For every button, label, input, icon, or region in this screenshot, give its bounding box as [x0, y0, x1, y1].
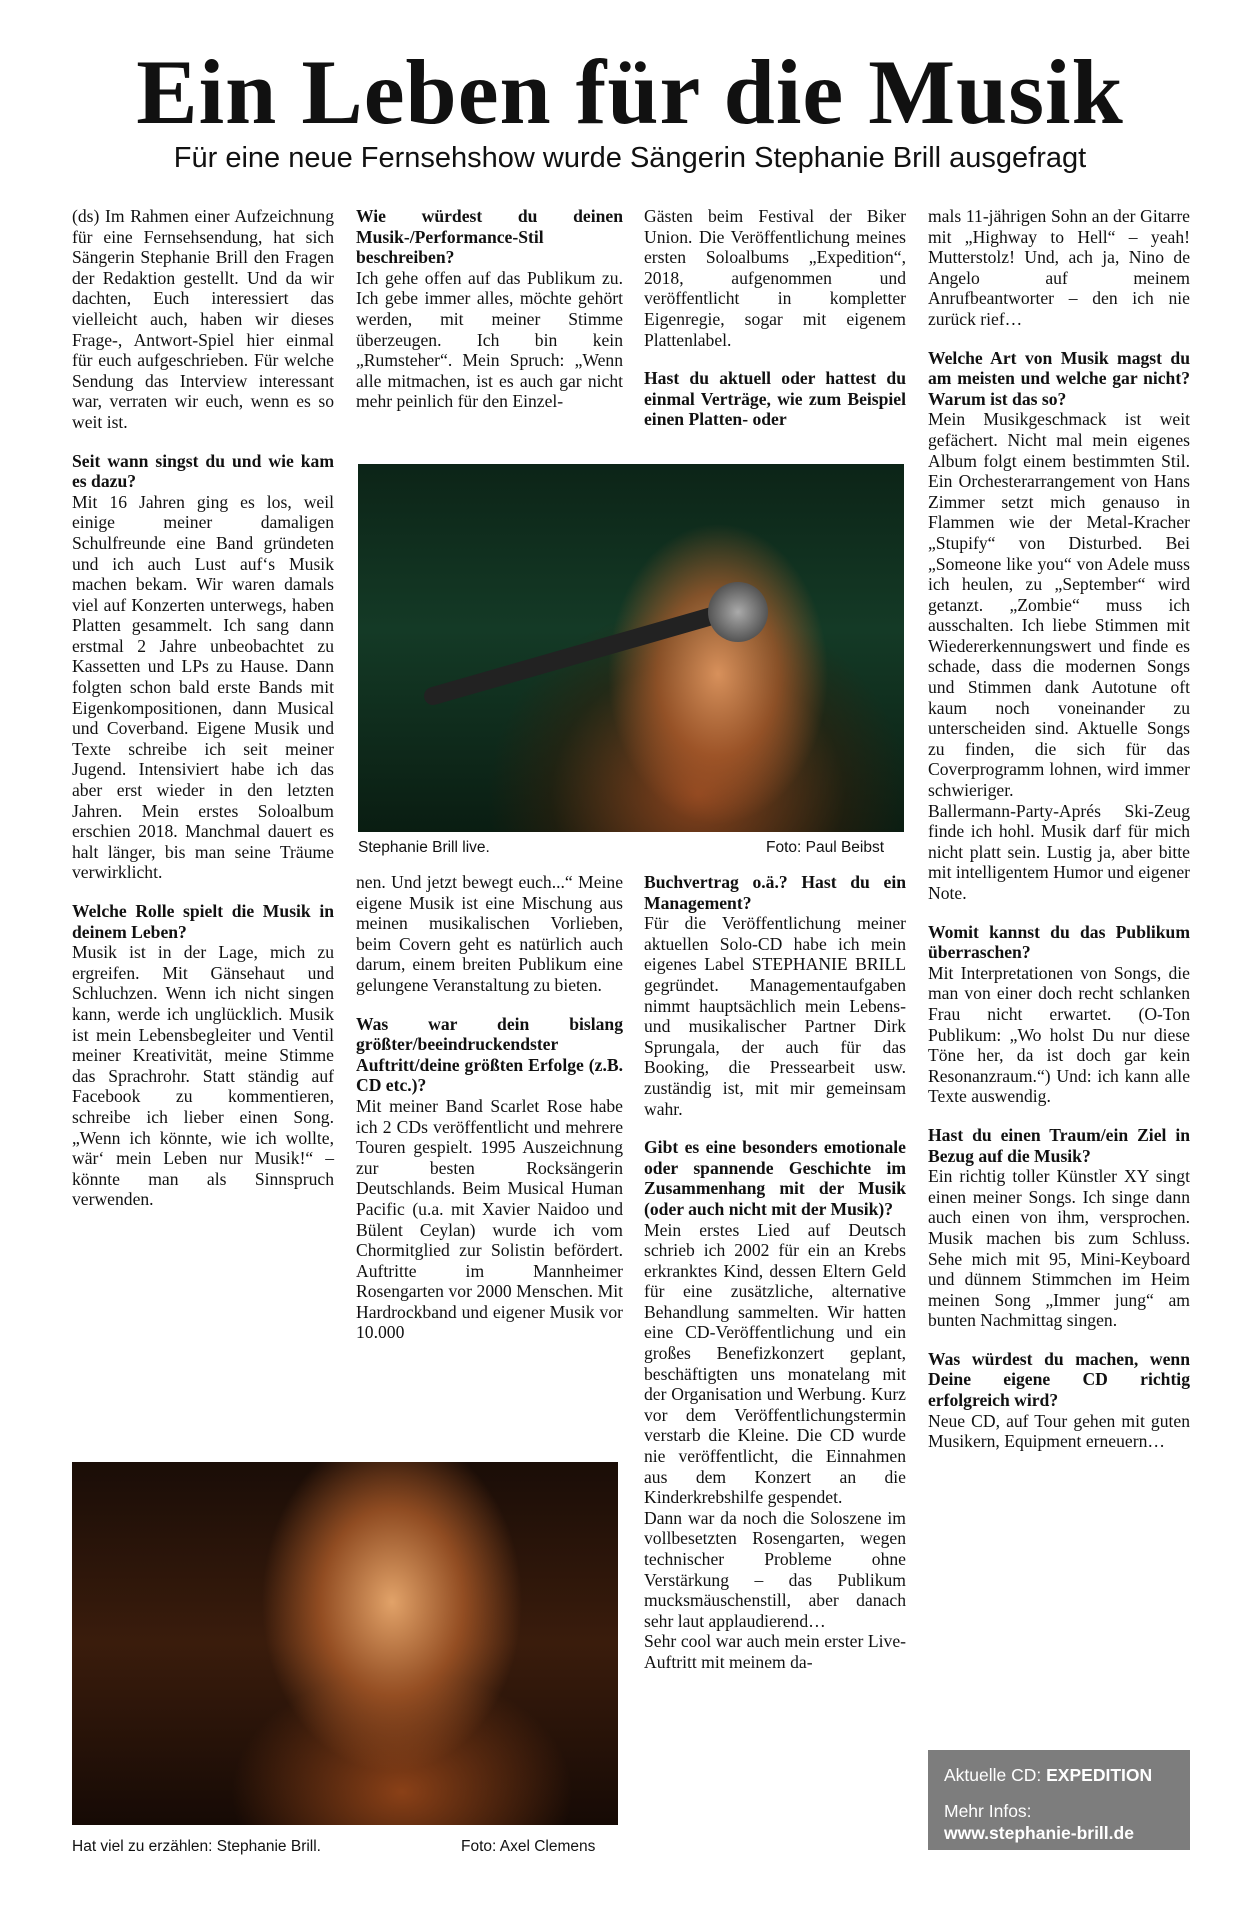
photo-singer-live: [358, 464, 904, 832]
question-style: Wie würdest du deinen Musik-/Performance-Stil beschreiben?: [356, 206, 623, 268]
info-cd-label: Aktuelle CD:: [944, 1765, 1047, 1785]
question-biggest-success: Was war dein bislang größter/beeindruckendster Auftritt/deine größten Erfolge (z.B. CD etc.)?: [356, 1013, 623, 1096]
answer-music-taste-2: Ballermann-Party-Aprés Ski-Zeug finde ich hohl. Musik darf für mich nicht platt sein. Lustig ja, aber bitte mit intelligentem Humor und eigener Note.: [928, 800, 1190, 903]
subheadline: Für eine neue Fernsehshow wurde Sängerin Stephanie Brill ausgefragt: [173, 142, 1087, 174]
info-cd-title: EXPEDITION: [1046, 1765, 1153, 1785]
answer-contracts: Für die Veröffentlichung meiner aktuellen Solo-CD habe ich mein eigenes Label STEPHANIE BRILL gegründet. Managementaufgaben nimmt hauptsächlich mein Lebens- und musikalischer Partner Dirk Sprungala, der auch für das Booking, die Pressearbeit usw. zuständig ist, mit mir gemeinsam wahr.: [644, 913, 906, 1119]
column-3-top: [644, 206, 906, 430]
answer-emotional-story: Mein erstes Lied auf Deutsch schrieb ich 2002 für ein an Krebs erkranktes Kind, dessen Eltern Geld für eine zusätzliche, alternative Behandlung sammelten. Wir hatten eine CD-Veröffentlichung und ein großes Benefizkonzert geplant, beschäftigten uns monatelang mit der Organisation und Werbung. Kurz vor dem Veröffentlichungstermin verstarb die Kleine. Die CD wurde nie veröffentlicht, die Einnahmen aus dem Konzert an die Kinderkrebshilfe gespendet.: [644, 1219, 906, 1508]
microphone-head-shape: [708, 582, 768, 642]
photo2-credit: Foto: Axel Clemens: [461, 1838, 596, 1855]
photo-singer-portrait: [72, 1462, 618, 1825]
column-2-bottom: [356, 872, 623, 1343]
question-contracts: Hast du aktuell oder hattest du einmal Verträge, wie zum Beispiel einen Platten- oder: [644, 368, 906, 430]
answer-role-of-music: Musik ist in der Lage, mich zu ergreifen. Mit Gänsehaut und Schluchzen. Wenn ich nicht singen kann, werde ich unglücklich. Musik ist mein Lebensbegleiter und Ventil meiner Kreativität, meine Stimme das Sprachrohr. Statt ständig auf Facebook zu kommentieren, schreibe ich lieber einen Song. „Wenn ich könnte, wie ich wollte, wär‘ mein Leben nur Musik!“ – könnte man als Sinnspruch verwenden.: [72, 942, 334, 1210]
answer-style-continuation: nen. Und jetzt bewegt euch...“ Meine eigene Musik ist eine Mischung aus meinen musikalischen Vorlieben, beim Covern geht es natürlich auch darum, einem breiten Publikum eine gelungene Veranstaltung zu bieten.: [356, 872, 623, 995]
question-contracts-continuation: Buchvertrag o.ä.? Hast du ein Management?: [644, 872, 906, 913]
column-1: [72, 206, 334, 1210]
question-success: Was würdest du machen, wenn Deine eigene CD richtig erfolgreich wird?: [928, 1348, 1190, 1411]
info-cd-line: [944, 1764, 1152, 1786]
answer-continuation-festival: Gästen beim Festival der Biker Union. Die Veröffentlichung meines ersten Soloalbums „Expedition“, 2018, aufgenommen und veröffentlicht in kompletter Eigenregie, sogar mit eigenem Plattenlabel.: [644, 206, 906, 350]
question-music-taste: Welche Art von Musik magst du am meisten und welche gar nicht? Warum ist das so?: [928, 347, 1190, 409]
intro-paragraph: (ds) Im Rahmen einer Aufzeichnung für eine Fernsehsendung, hat sich Sängerin Stephanie Brill den Fragen der Redaktion gestellt. Und da wir dachten, Euch interessiert das vielleicht auch, haben wir dieses Frage-, Antwort-Spiel hier einmal für euch aufgeschrieben. Für welche Sendung das Interview interessant war, verraten wir euch, wenn es so weit ist.: [72, 206, 334, 432]
info-box: [928, 1750, 1190, 1850]
microphone-shape: [422, 599, 744, 707]
question-dream: Hast du einen Traum/ein Ziel in Bezug auf die Musik?: [928, 1124, 1190, 1166]
answer-biggest-success: Mit meiner Band Scarlet Rose habe ich 2 CDs veröffentlicht und mehrere Touren gespielt. 1995 Auszeichnung zur besten Rocksängerin Deutschlands. Beim Musical Human Pacific (u.a. mit Xavier Naidoo und Bülent Ceylan) wurde ich vom Chormitglied zur Solistin befördert. Auftritte im Mannheimer Rosengarten vor 2000 Menschen. Mit Hardrockband und eigener Musik vor 10.000: [356, 1095, 623, 1343]
headline: Ein Leben für die Musik: [136, 41, 1124, 143]
info-more-label: Mehr Infos:: [944, 1801, 1032, 1821]
answer-dream: Ein richtig toller Künstler XY singt einen meiner Songs. Ich singe dann auch einen von ihm, versprochen. Musik machen bis zum Schluss. Sehe mich mit 95, Mini-Keyboard und dünnem Stimmchen im Heim meinen Song „Immer jung“ am bunten Nachmittag singen.: [928, 1166, 1190, 1331]
answer-soloszene: Dann war da noch die Soloszene im vollbesetzten Rosengarten, wegen technischer Probleme ohne Verstärkung – das Publikum mucksmäuschenstill, aber danach sehr laut applaudierend…: [644, 1507, 906, 1631]
answer-continuation-son: mals 11-jährigen Sohn an der Gitarre mit „Highway to Hell“ – yeah! Mutterstolz! Und, ach ja, Nino de Angelo auf meinem Anrufbeantworter – den ich nie zurück rief…: [928, 206, 1190, 329]
info-website-link[interactable]: www.stephanie-brill.de: [944, 1823, 1134, 1843]
question-since-when: Seit wann singst du und wie kam es dazu?: [72, 450, 334, 492]
answer-since-when: Mit 16 Jahren ging es los, weil einige meiner damaligen Schulfreunde eine Band gründeten und ich auch Lust auf‘s Musik machen bekam. Wir waren damals viel auf Konzerten unterwegs, haben Platten gesammelt. Ich sang dann erstmal 2 Jahre unbeobachtet zu Kassetten und LPs zu Hause. Dann folgten schon bald erste Bands mit Eigenkompositionen, dann Musical und Coverband. Eigene Musik und Texte schreibe ich seit meiner Jugend. Intensiviert habe ich das aber erst wieder in den letzten Jahren. Mein erstes Soloalbum erschien 2018. Manchmal dauert es halt länger, bis man seine Träume verwirklicht.: [72, 491, 334, 883]
answer-music-taste: Mein Musikgeschmack ist weit gefächert. Nicht mal mein eigenes Album folgt einem bestimmten Stil. Ein Orchesterarrangement von Hans Zimmer setzt mich genauso in Flammen wie der Metal-Kracher „Stupify“ von Disturbed. Bei „Someone like you“ von Adele muss ich heulen, zu „September“ wird getanzt. „Zombie“ muss ich ausschalten. Ich liebe Stimmen mit Wiedererkennungswert und finde es schade, dass die modernen Songs und Stimmen dank Autotune oft kaum noch voneinander zu unterscheiden sind. Aktuelle Songs zu finden, die sich für das Coverprogramm lohnen, wird immer schwieriger.: [928, 409, 1190, 801]
answer-first-live: Sehr cool war auch mein erster Live-Auftritt mit meinem da-: [644, 1631, 906, 1672]
answer-style: Ich gehe offen auf das Publikum zu. Ich gebe immer alles, möchte gehört werden, mit meiner Stimme überzeugen. Ich bin kein „Rumsteher“. Mein Spruch: „Wenn alle mitmachen, ist es auch gar nicht mehr peinlich für den Einzel-: [356, 267, 623, 412]
column-2-top: [356, 206, 623, 412]
photo2-caption: Hat viel zu erzählen: Stephanie Brill.: [72, 1838, 321, 1855]
question-role-of-music: Welche Rolle spielt die Musik in deinem Leben?: [72, 901, 334, 942]
photo1-credit: Foto: Paul Beibst: [766, 839, 885, 856]
answer-success: Neue CD, auf Tour gehen mit guten Musikern, Equipment erneuern…: [928, 1410, 1190, 1452]
answer-surprise: Mit Interpretationen von Songs, die man von einer doch recht schlanken Frau nicht erwartet. (O-Ton Publikum: „Wo holst Du nur diese Töne her, da ist doch gar kein Resonanzraum.“) Und: ich kann alle Texte auswendig.: [928, 962, 1190, 1107]
photo1-caption: Stephanie Brill live.: [358, 839, 490, 856]
question-emotional-story: Gibt es eine besonders emotionale oder spannende Geschichte im Zusammenhang mit der Musik (oder auch nicht mit der Musik)?: [644, 1137, 906, 1219]
column-4: [928, 206, 1190, 1452]
column-3-bottom: [644, 872, 906, 1673]
question-surprise: Womit kannst du das Publikum überraschen?: [928, 921, 1190, 963]
